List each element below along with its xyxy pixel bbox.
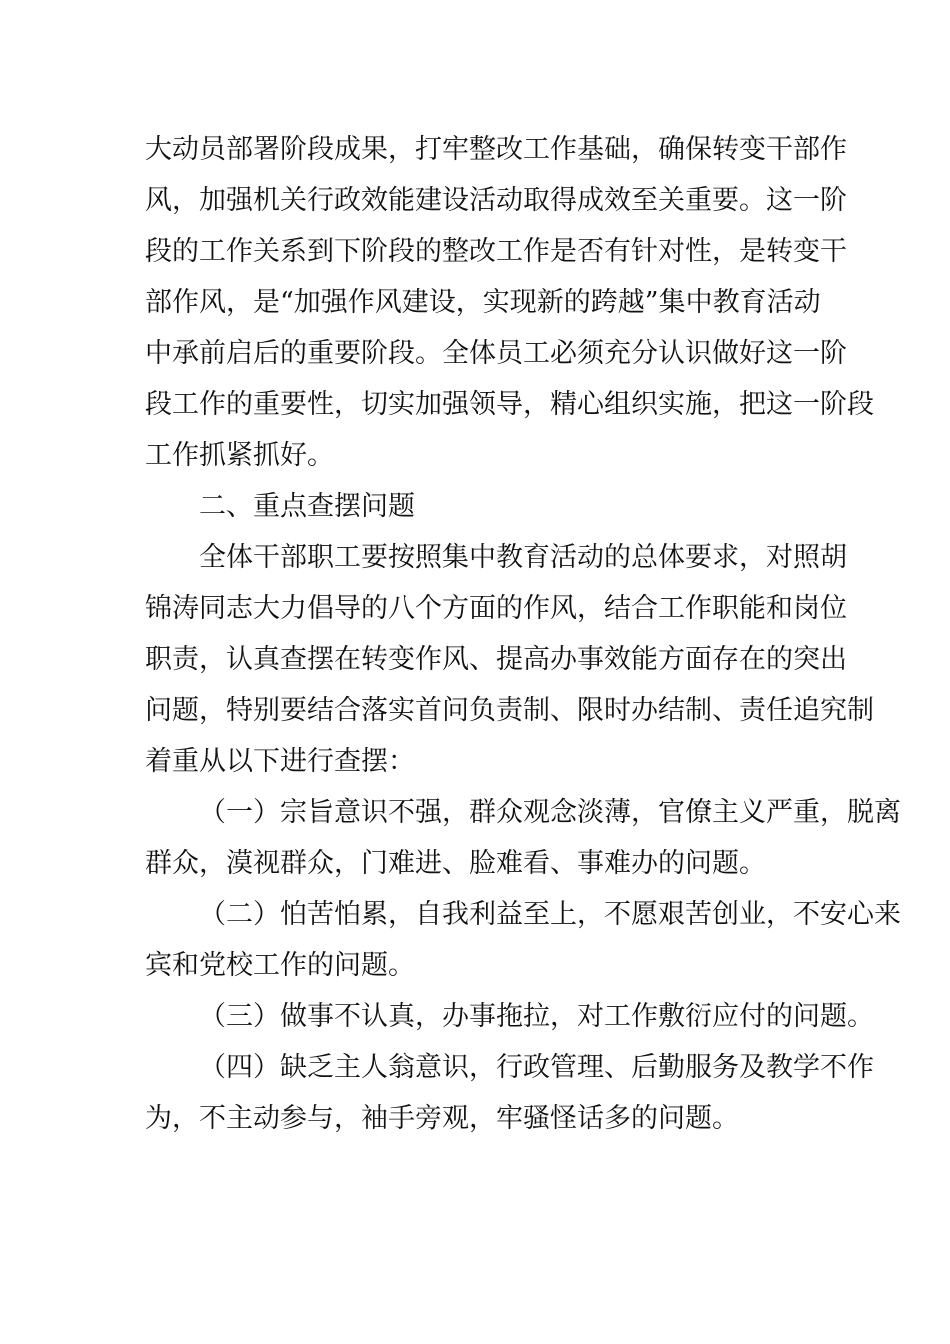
paragraph-1-line-3: 段的工作关系到下阶段的整改工作是否有针对性，是转变干 [145, 236, 847, 267]
item-2-line-1: （二）怕苦怕累，自我利益至上，不愿艰苦创业，不安心来 [199, 899, 901, 930]
paragraph-1-line-4: 部作风，是“加强作风建设，实现新的跨越”集中教育活动 [145, 287, 821, 318]
item-4-line-1: （四）缺乏主人翁意识，行政管理、后勤服务及教学不作 [199, 1052, 874, 1083]
paragraph-1-line-7: 工作抓紧抓好。 [145, 440, 334, 471]
item-1-line-1: （一）宗旨意识不强，群众观念淡薄，官僚主义严重，脱离 [199, 797, 901, 828]
paragraph-2-line-5: 着重从以下进行查摆： [145, 746, 415, 777]
paragraph-2-line-4: 问题，特别要结合落实首问负责制、限时办结制、责任追究制 [145, 695, 874, 726]
paragraph-2-line-1: 全体干部职工要按照集中教育活动的总体要求，对照胡 [199, 542, 847, 573]
paragraph-1-line-5: 中承前启后的重要阶段。全体员工必须充分认识做好这一阶 [145, 338, 847, 369]
paragraph-1-line-1: 大动员部署阶段成果，打牢整改工作基础，确保转变干部作 [145, 134, 847, 165]
section-heading: 二、重点查摆问题 [199, 491, 415, 522]
paragraph-1-line-2: 风，加强机关行政效能建设活动取得成效至关重要。这一阶 [145, 185, 847, 216]
paragraph-1-line-6: 段工作的重要性，切实加强领导，精心组织实施，把这一阶段 [145, 389, 874, 420]
item-4-line-2: 为，不主动参与，袖手旁观，牢骚怪话多的问题。 [145, 1103, 739, 1134]
paragraph-2-line-3: 职责，认真查摆在转变作风、提高办事效能方面存在的突出 [145, 644, 847, 675]
item-3-line-1: （三）做事不认真，办事拖拉，对工作敷衍应付的问题。 [199, 1001, 874, 1032]
item-2-line-2: 宾和党校工作的问题。 [145, 950, 415, 981]
paragraph-2-line-2: 锦涛同志大力倡导的八个方面的作风，结合工作职能和岗位 [145, 593, 847, 624]
item-1-line-2: 群众，漠视群众，门难进、脸难看、事难办的问题。 [145, 848, 766, 879]
